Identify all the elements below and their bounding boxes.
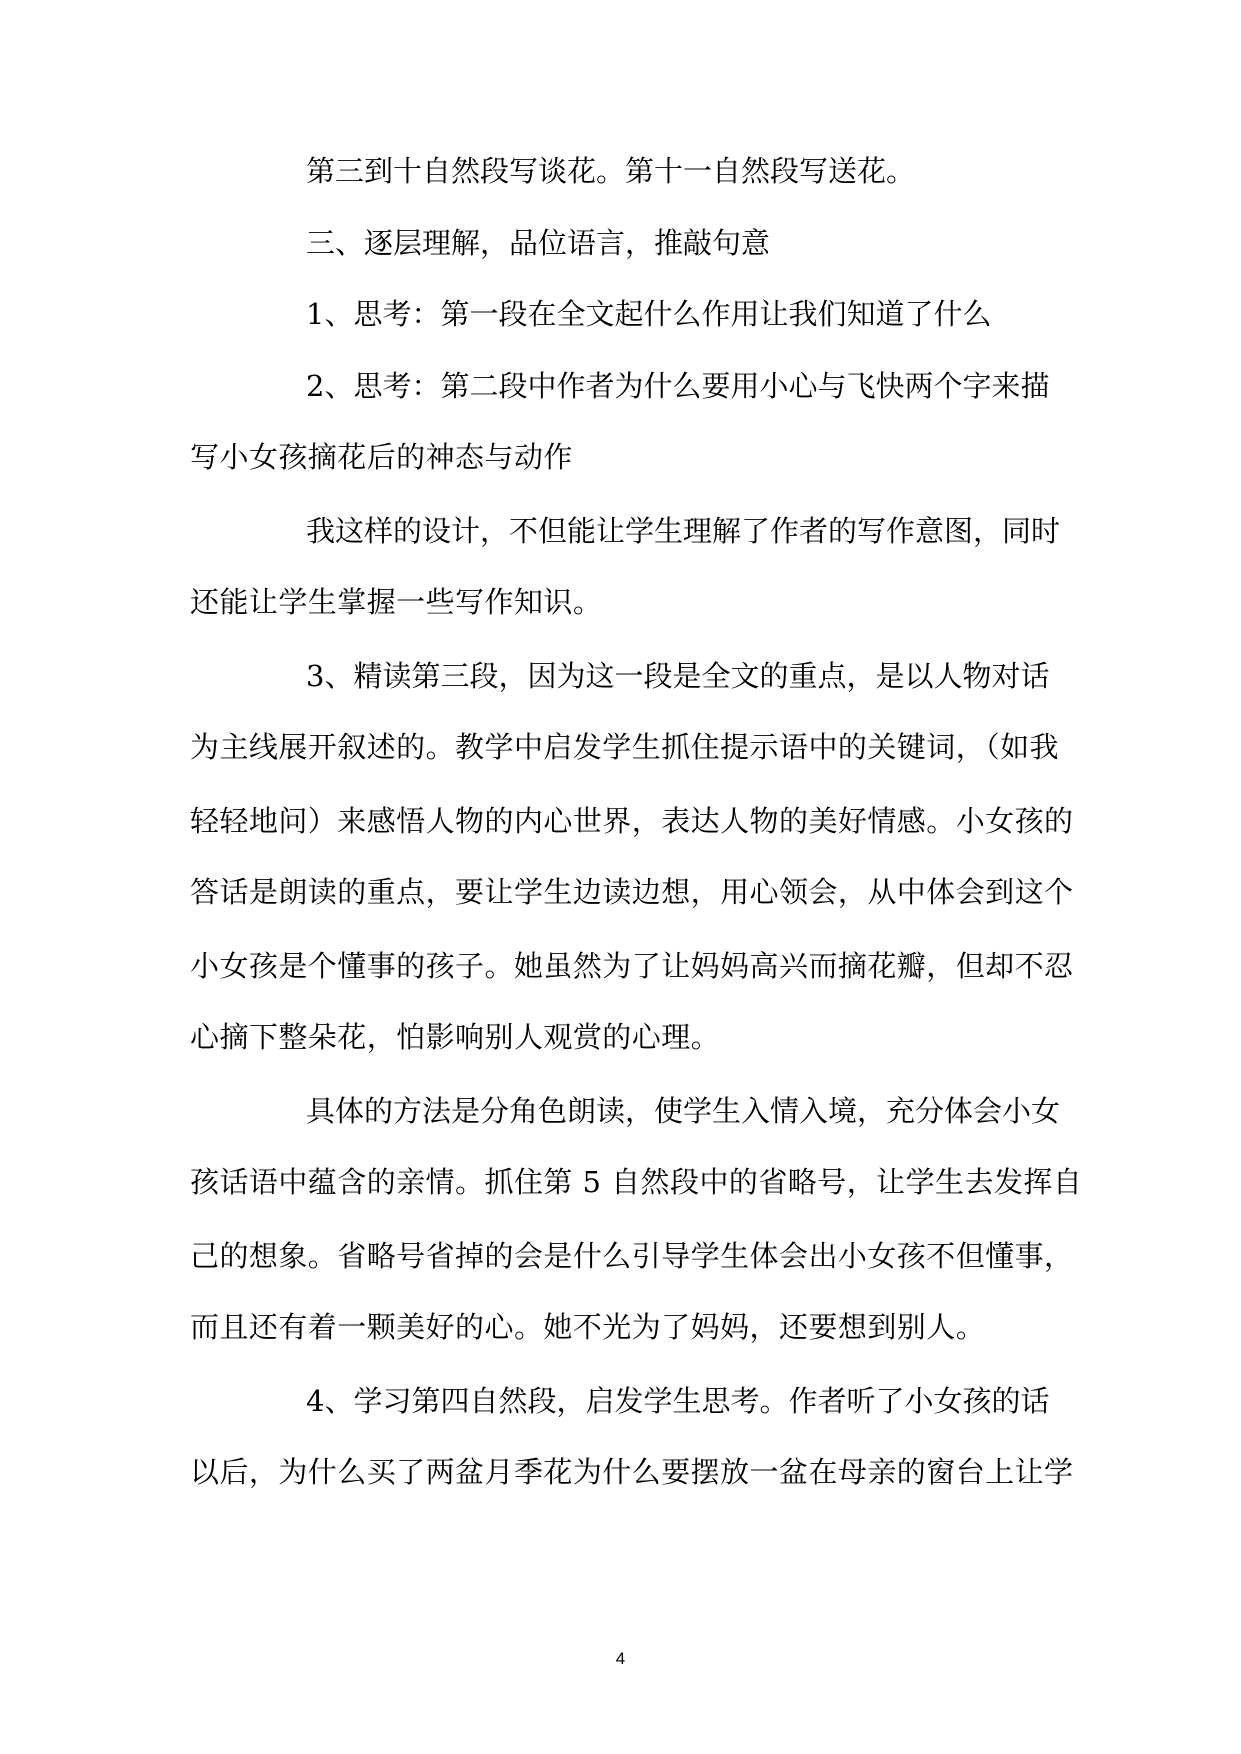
text-line: 答话是朗读的重点，要让学生边读边想，用心领会，从中体会到这个 [190, 875, 1074, 909]
text-line: 轻轻地问）来感悟人物的内心世界，表达人物的美好情感。小女孩的 [190, 804, 1074, 838]
text-line: 而且还有着一颗美好的心。她不光为了妈妈，还要想到别人。 [190, 1310, 986, 1344]
text-line: 第三到十自然段写谈花。第十一自然段写送花。 [306, 154, 916, 188]
text-line: 1、思考：第一段在全文起什么作用让我们知道了什么 [306, 297, 992, 331]
text-line: 还能让学生掌握一些写作知识。 [190, 585, 603, 619]
text-line: 为主线展开叙述的。教学中启发学生抓住提示语中的关键词，（如我 [190, 730, 1060, 764]
text-line: 2、思考：第二段中作者为什么要用小心与飞快两个字来描 [306, 369, 1050, 403]
text-line: 以后，为什么买了两盆月季花为什么要摆放一盆在母亲的窗台上让学 [190, 1455, 1074, 1489]
text-line: 我这样的设计，不但能让学生理解了作者的写作意图，同时 [306, 514, 1061, 548]
text-line: 4、学习第四自然段，启发学生思考。作者听了小女孩的话 [306, 1384, 1050, 1418]
text-line: 3、精读第三段，因为这一段是全文的重点，是以人物对话 [306, 659, 1050, 693]
text-line: 小女孩是个懂事的孩子。她虽然为了让妈妈高兴而摘花瓣，但却不忍 [190, 949, 1074, 983]
text-line: 己的想象。省略号省掉的会是什么引导学生体会出小女孩不但懂事， [190, 1239, 1074, 1273]
text-line: 心摘下整朵花，怕影响别人观赏的心理。 [190, 1020, 721, 1054]
text-line: 具体的方法是分角色朗读，使学生入情入境，充分体会小女 [306, 1094, 1061, 1128]
text-line: 孩话语中蕴含的亲情。抓住第 5 自然段中的省略号，让学生去发挥自 [190, 1165, 1083, 1199]
page-number: 4 [615, 1649, 626, 1668]
text-line: 写小女孩摘花后的神态与动作 [190, 440, 573, 474]
section-heading: 三、逐层理解，品位语言，推敲句意 [306, 226, 771, 260]
